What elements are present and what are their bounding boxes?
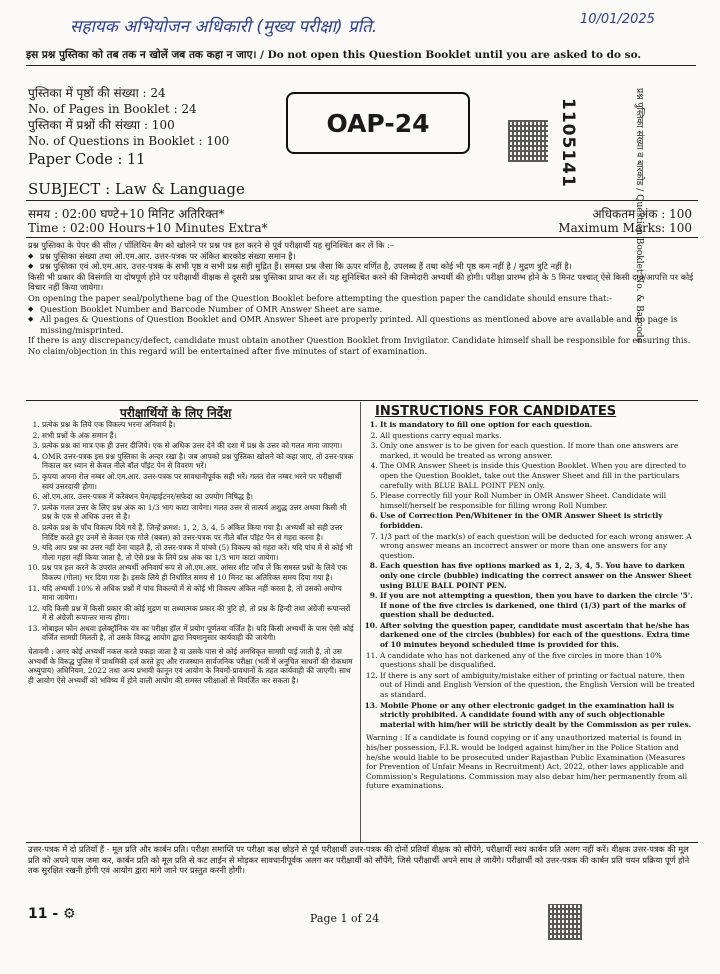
instruction-en: 2. All questions carry equal marks.	[380, 431, 696, 441]
warning-hi: चेतावनी : अगर कोई अभ्यर्थी नकल करते पकड़ा जाता है या उसके पास से कोई अनधिकृत सामग्री पाई जाती है, तो उस अभ्यर्थी के विरुद्ध पुलिस में प्राथमिकी दर्ज करते हुए और राजस्थान सार्वजनिक परीक्षा (भर्ती में अनुचित साधनों की रोकथाम अध्युपाय) अधिनियम, 2022 तथा अन्य प्रभावी कानून एवं आयोग के नियमों-प्रावधानों के तहत कार्यवाही की जाएगी। साथ ही आयोग ऐसे अभ्यर्थी को भविष्य में होने वाली आयोग की समस्त परीक्षाओं से विवर्जित कर सकता है।	[28, 647, 353, 685]
pre-instructions	[28, 240, 696, 357]
instruction-hi: 5. कृपया अपना रोल नम्बर ओ.एम.आर. उत्तर-पत्रक पर सावधानीपूर्वक सही भरें। गलत रोल नम्बर भरने पर परीक्षार्थी स्वयं उत्तरदायी होगा।	[42, 472, 354, 491]
instruction-hi: 10. प्रश्न पत्र हल करने के उपरांत अभ्यर्थी अनिवार्य रूप से ओ.एम.आर. आंसर शीट जाँच लें कि समस्त प्रश्नों के लिये एक विकल्प (गोला) भर दिया गया है। इसके लिये ही निर्धारित समय से 10 मिनट का अतिरिक्त समय दिया गया है।	[42, 563, 354, 582]
pre-bullet-hi: ◆ प्रश्न पुस्तिका संख्या तथा ओ.एम.आर. उत्तर-पत्रक पर अंकित बारकोड संख्या समान है।	[28, 251, 696, 262]
column-divider	[360, 402, 361, 842]
paper-code: Paper Code : 11	[28, 152, 146, 168]
instruction-en: 12. If there is any sort of ambiguity/mistake either of printing or factual nature, then out of Hindi and English Version of the question, the English Version will be treated as standard.	[380, 671, 696, 700]
pre-bullet-en: ◆ Question Booklet Number and Barcode Number of OMR Answer Sheet are same.	[28, 304, 696, 315]
instruction-en: 4. The OMR Answer Sheet is inside this Question Booklet. When you are directed to open the Question Booklet, take out the Answer Sheet and fill in the particulars carefully with BLUE BALL POINT PEN only.	[380, 461, 696, 490]
instruction-hi: 4. OMR उत्तर-पत्रक इस प्रश्न पुस्तिका के अन्दर रखा है। जब आपको प्रश्न पुस्तिका खोलने को कहा जाए, तो उत्तर-पत्रक निकाल कर ध्यान से केवल नीले बॉल पॉइंट पेन से विवरण भरें।	[42, 452, 354, 471]
subject: SUBJECT : Law & Language	[28, 180, 245, 198]
instruction-en: 6. Use of Correction Pen/Whitener in the OMR Answer Sheet is strictly forbidden.	[380, 511, 696, 530]
time-en: Time : 02:00 Hours+10 Minutes Extra*	[28, 221, 268, 235]
instructions-heading-en: INSTRUCTIONS FOR CANDIDATES	[375, 404, 617, 419]
pre-bullet-en: ◆ All pages & Questions of Question Booklet and OMR Answer Sheet are properly printed. All questions as mentioned above are available and no page is missing/misprinted.	[28, 314, 696, 335]
pages-count-en: No. of Pages in Booklet : 24	[28, 102, 197, 116]
instruction-hi: 6. ओ.एम.आर. उत्तर-पत्रक में करेक्शन पेन/व्हाईटनर/सफेदा का उपयोग निषिद्ध है।	[42, 492, 354, 502]
pre-note-en: If there is any discrepancy/defect, candidate must obtain another Question Booklet from Invigilator. Candidate himself shall be responsible for ensuring this. No claim/objection in this regard will be entertained after five minutes of start of examination.	[28, 335, 691, 356]
pages-count-hi: पुस्तिका में पृष्ठों की संख्या : 24	[28, 86, 166, 100]
handwritten-signature: 10/01/2025	[580, 12, 655, 27]
booklet-code: OAP-24	[326, 108, 430, 138]
instruction-en: 7. 1/3 part of the mark(s) of each question will be deducted for each wrong answer. A wrong answer means an incorrect answer or more than one answers for any question.	[380, 532, 696, 561]
questions-count-en: No. of Questions in Booklet : 100	[28, 134, 230, 148]
handwritten-heading: सहायक अभियोजन अधिकारी (मुख्य परीक्षा) प्रति.	[70, 17, 378, 37]
max-marks-hi: अधिकतम अंक : 100	[592, 207, 692, 221]
max-marks-en: Maximum Marks: 100	[558, 221, 692, 235]
instruction-en: 10. After solving the question paper, candidate must ascertain that he/she has darkened one of the circles (bubbles) for each of the questions. Extra time of 10 minutes beyond scheduled time is provided for this.	[380, 621, 696, 650]
booklet-number-label: प्रश्न पुस्तिका संख्या व बारकोड / Question Booklet No. & Barcode	[634, 88, 644, 343]
divider	[26, 200, 698, 201]
divider	[26, 842, 698, 843]
pre-bullet-hi: ◆ प्रश्न पुस्तिका एवं ओ.एम.आर. उत्तर-पत्रक के सभी पृष्ठ व सभी प्रश्न सही मुद्रित हैं। समस्त प्रश्न जैसा कि ऊपर वर्णित है, उपलब्ध हैं तथा कोई भी पृष्ठ कम नहीं है / मुद्रण त्रुटि नहीं है।	[28, 261, 696, 272]
pre-intro-hi: प्रश्न पुस्तिका के पेपर की सील / पॉलिथिन बैग को खोलने पर प्रश्न पत्र हल करने से पूर्व परीक्षार्थी यह सुनिश्चित कर लें कि :–	[28, 240, 395, 250]
qr-code-icon	[548, 904, 582, 940]
booklet-code-box	[286, 92, 470, 154]
divider	[26, 237, 698, 238]
instruction-hi: 8. प्रत्येक प्रश्न के पाँच विकल्प दिये गये हैं, जिन्हें क्रमश: 1, 2, 3, 4, 5 अंकित किया गया है। अभ्यर्थी को सही उत्तर निर्दिष्ट करते हुए उनमें से केवल एक गोले (बबल) को उत्तर-पत्रक पर नीले बॉल पॉइंट पेन से गहरा करना है।	[42, 523, 354, 542]
carbon-copy-note: उत्तर-पत्रक में दो प्रतियाँ हैं - मूल प्रति और कार्बन प्रति। परीक्षा समाप्ति पर परीक्षा कक्ष छोड़ने से पूर्व परीक्षार्थी उत्तर-पत्रक की दोनों प्रतियाँ वीक्षक को सौंपेंगे, परीक्षार्थी स्वयं कार्बन प्रति अलग नहीं करें। वीक्षक उत्तर-पत्रक की मूल प्रति को अपने पास जमा कर, कार्बन प्रति को मूल प्रति से कट लाईन से मोड़कर सावधानीपूर्वक अलग कर परीक्षार्थी को सौंपेंगे, जिसे परीक्षार्थी अपने साथ ले जायेंगे। परीक्षार्थी को उत्तर-पत्रक की कार्बन प्रति चयन प्रक्रिया पूर्ण होने तक सुरक्षित रखनी होगी एवं आयोग द्वारा मांगे जाने पर प्रस्तुत करनी होगी।	[28, 844, 690, 876]
instruction-en: 3. Only one answer is to be given for each question. If more than one answers are marked, it would be treated as wrong answer.	[380, 441, 696, 460]
instruction-hi: 7. प्रत्येक गलत उत्तर के लिए प्रश्न अंक का 1/3 भाग काटा जायेगा। गलत उत्तर से तात्पर्य अशुद्ध उत्तर अथवा किसी भी प्रश्न के एक से अधिक उत्तर से है।	[42, 503, 354, 522]
instruction-hi: 11. यदि अभ्यर्थी 10% से अधिक प्रश्नों में पांच विकल्पों में से कोई भी विकल्प अंकित नहीं करता है, तो उसको अयोग्य माना जायेगा।	[42, 584, 354, 603]
warning-en: Warning : If a candidate is found copying or if any unauthorized material is found in his/her possession, F.I.R. would be lodged against him/her in the Police Station and he/she would liable to be prosecuted under Rajasthan Public Examination (Measures for Prevention of Unfair Means in Recruitment) Act, 2022, other laws applicable and Commission's Regulations. Commission may also debar him/her permanently from all future examinations.	[366, 733, 688, 791]
instruction-hi: 9. यदि आप प्रश्न का उत्तर नहीं देना चाहते हैं, तो उत्तर-पत्रक में पांचवे (5) विकल्प को गहरा करें। यदि पांच में से कोई भी गोला गहरा नहीं किया जाता है, तो ऐसे प्रश्न के लिये प्रश्न अंक का 1/3 भाग काटा जायेगा।	[42, 543, 354, 562]
instruction-en: 9. If you are not attempting a question, then you have to darken the circle '5'. If none of the five circles is darkened, one third (1/3) part of the marks of question shall be deducted.	[380, 591, 696, 620]
instructions-en	[366, 420, 696, 791]
instruction-en: 8. Each question has five options marked as 1, 2, 3, 4, 5. You have to darken only one circle (bubble) indicating the correct answer on the Answer Sheet using BLUE BALL POINT PEN.	[380, 561, 696, 590]
instruction-hi: 12. यदि किसी प्रश्न में किसी प्रकार की कोई मुद्रण या तथ्यात्मक प्रकार की त्रुटि हो, तो प्रश्न के हिन्दी तथा अंग्रेजी रूपान्तरों में से अंग्रेजी रूपान्तर मान्य होगा।	[42, 604, 354, 623]
gear-icon: ⚙	[63, 906, 76, 922]
do-not-open-notice: इस प्रश्न पुस्तिका को तब तक न खोलें जब तक कहा न जाए। / Do not open this Question Booklet until you are asked to do so.	[26, 48, 696, 66]
booklet-number: 1105141	[558, 98, 578, 188]
instruction-en: 13. Mobile Phone or any other electronic gadget in the examination hall is strictly prohibited. A candidate found with any of such objectionable material with him/her will be strictly dealt by the Commission as per rules.	[380, 701, 696, 730]
instruction-hi: 3. प्रत्येक प्रश्न का मात्र एक ही उत्तर दीजिये। एक से अधिक उत्तर देने की दशा में प्रश्न के उत्तर को गलत माना जाएगा।	[42, 441, 354, 451]
pre-note-hi: किसी भी प्रकार की विसंगति या दोषपूर्ण होने पर परीक्षार्थी वीक्षक से दूसरी प्रश्न पुस्तिका प्राप्त कर लें। यह सुनिश्चित करने की जिम्मेदारी अभ्यर्थी की होगी। परीक्षा प्रारम्भ होने के 5 मिनट पश्चात् ऐसे किसी दावे/आपत्ति पर कोई विचार नहीं किया जायेगा।	[28, 271, 694, 293]
time-hi: समय : 02:00 घण्टे+10 मिनिट अतिरिक्त*	[28, 207, 225, 221]
pre-intro-en: On opening the paper seal/polythene bag of the Question Booklet before attempting the question paper the candidate should ensure that:-	[28, 292, 612, 303]
page-code-label: 11 -	[28, 906, 64, 922]
questions-count-hi: पुस्तिका में प्रश्नों की संख्या : 100	[28, 118, 175, 132]
instructions-hi	[28, 420, 354, 685]
page-code	[28, 906, 76, 922]
qr-code-icon	[508, 120, 548, 162]
instruction-hi: 13. मोबाइल फोन अथवा इलेक्ट्रॉनिक यंत्र का परीक्षा हॉल में प्रयोग पूर्णतया वर्जित है। यदि किसी अभ्यर्थी के पास ऐसी कोई वर्जित सामग्री मिलती है, तो उसके विरुद्ध आयोग द्वारा नियमानुसार कार्यवाही की जायेगी।	[42, 624, 354, 643]
divider	[26, 400, 698, 401]
instruction-en: 1. It is mandatory to fill one option for each question.	[380, 420, 696, 430]
page-number: Page 1 of 24	[310, 912, 380, 925]
instruction-en: 11. A candidate who has not darkened any of the five circles in more than 10% questions shall be disqualified.	[380, 651, 696, 670]
instructions-heading-hi: परीक्षार्थियों के लिए निर्देश	[120, 406, 232, 420]
instruction-en: 5. Please correctly fill your Roll Number in OMR Answer Sheet. Candidate will himself/herself be responsible for filling wrong Roll Number.	[380, 491, 696, 510]
instruction-hi: 2. सभी प्रश्नों के अंक समान हैं।	[42, 431, 354, 441]
instruction-hi: 1. प्रत्येक प्रश्न के लिये एक विकल्प भरना अनिवार्य है।	[42, 420, 354, 430]
